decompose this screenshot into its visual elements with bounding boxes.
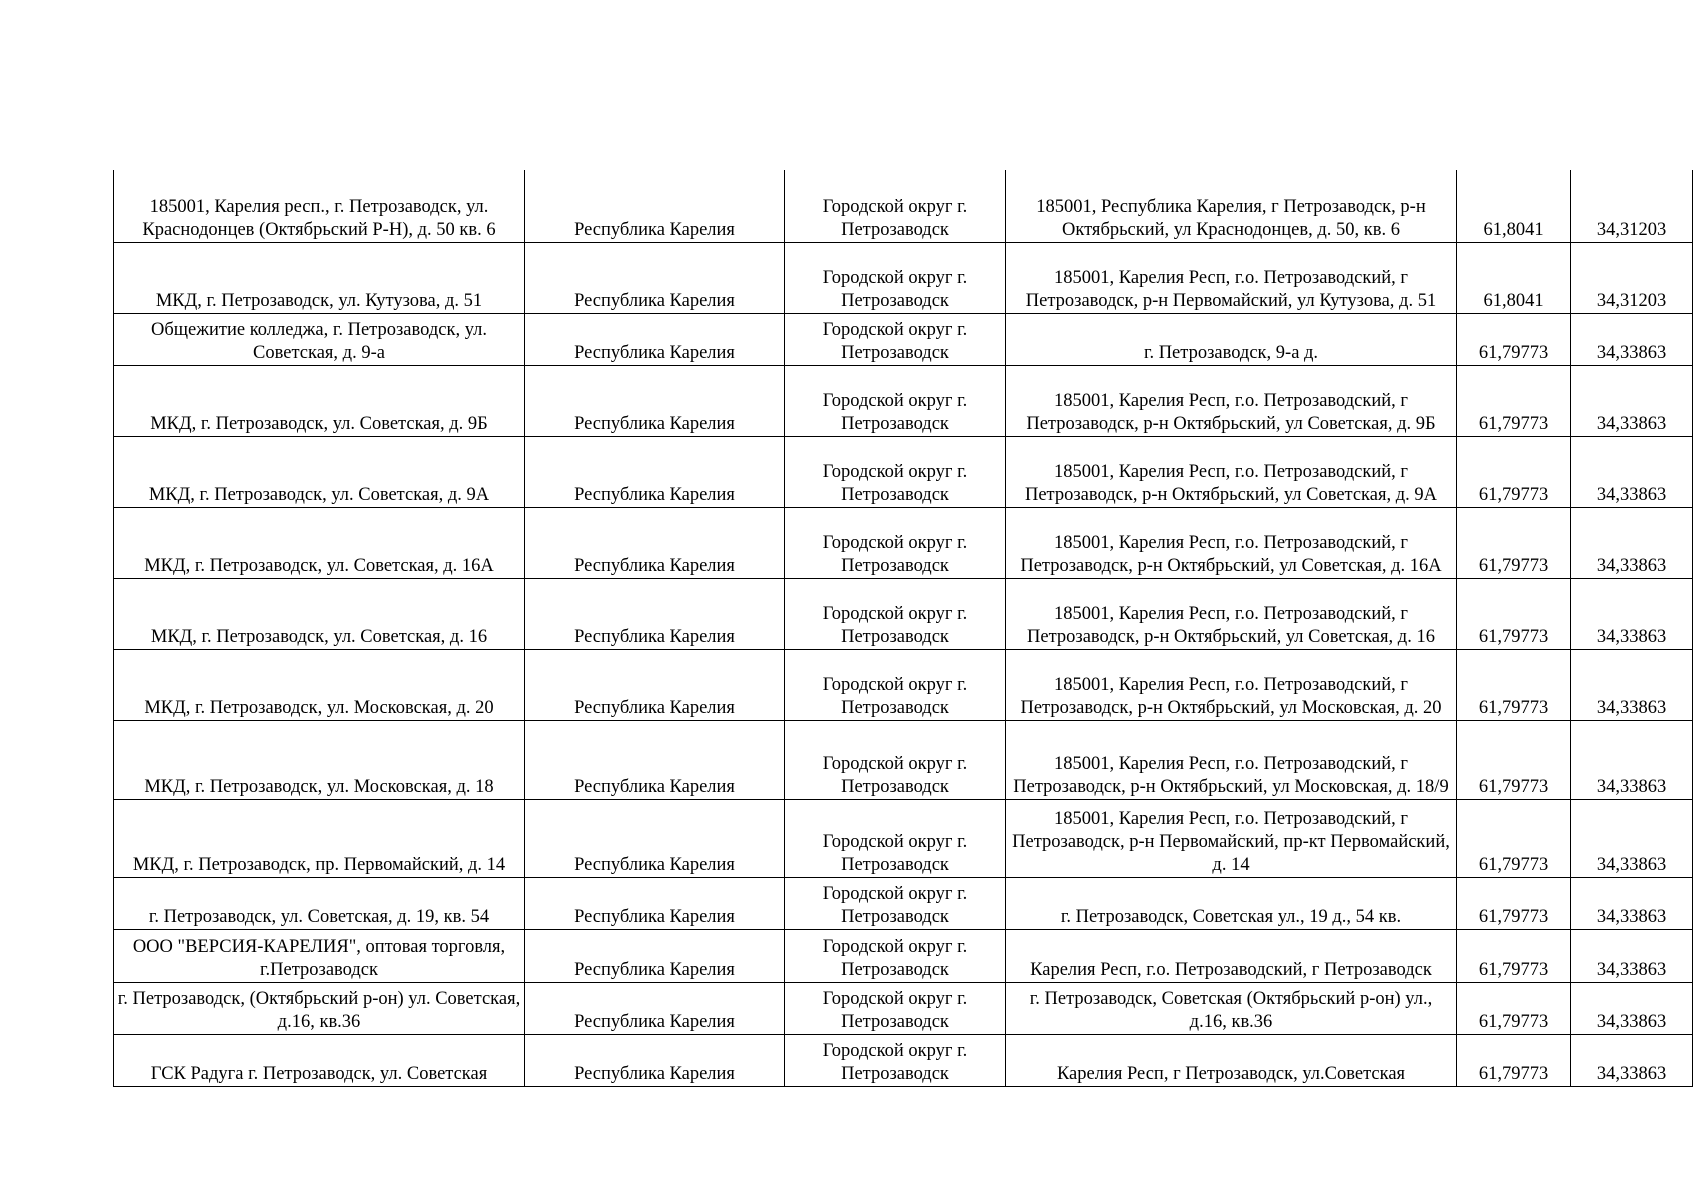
latitude-cell: 61,8041 (1457, 170, 1571, 242)
latitude-cell: 61,79773 (1457, 799, 1571, 877)
longitude-cell: 34,31203 (1571, 170, 1693, 242)
address-cell: 185001, Карелия Респ, г.о. Петрозаводский, г Петрозаводск, р-н Октябрьский, ул Советская, д. 16А (1006, 507, 1457, 578)
region-cell: Республика Карелия (525, 578, 785, 649)
longitude-cell: 34,33863 (1571, 313, 1693, 365)
district-cell: Городской округ г. Петрозаводск (785, 929, 1006, 982)
latitude-cell: 61,79773 (1457, 982, 1571, 1034)
region-cell: Республика Карелия (525, 436, 785, 507)
object-name-cell: ООО "ВЕРСИЯ-КАРЕЛИЯ", оптовая торговля, г.Петрозаводск (114, 929, 525, 982)
object-name-cell: г. Петрозаводск, ул. Советская, д. 19, кв. 54 (114, 877, 525, 929)
longitude-cell: 34,33863 (1571, 578, 1693, 649)
region-cell: Республика Карелия (525, 877, 785, 929)
object-name-cell: 185001, Карелия респ., г. Петрозаводск, ул. Краснодонцев (Октябрьский Р-Н), д. 50 кв. 6 (114, 170, 525, 242)
latitude-cell: 61,79773 (1457, 436, 1571, 507)
region-cell: Республика Карелия (525, 170, 785, 242)
district-cell: Городской округ г. Петрозаводск (785, 982, 1006, 1034)
district-cell: Городской округ г. Петрозаводск (785, 436, 1006, 507)
table-row (114, 578, 1693, 649)
region-cell: Республика Карелия (525, 720, 785, 799)
object-name-cell: МКД, г. Петрозаводск, ул. Кутузова, д. 51 (114, 242, 525, 313)
object-name-cell: МКД, г. Петрозаводск, ул. Советская, д. 16А (114, 507, 525, 578)
table-row (114, 313, 1693, 365)
address-cell: 185001, Карелия Респ, г.о. Петрозаводский, г Петрозаводск, р-н Октябрьский, ул Советская, д. 9А (1006, 436, 1457, 507)
address-cell: Карелия Респ, г.о. Петрозаводский, г Петрозаводск (1006, 929, 1457, 982)
object-name-cell: Общежитие колледжа, г. Петрозаводск, ул. Советская, д. 9-а (114, 313, 525, 365)
district-cell: Городской округ г. Петрозаводск (785, 578, 1006, 649)
longitude-cell: 34,33863 (1571, 982, 1693, 1034)
object-name-cell: ГСК Радуга г. Петрозаводск, ул. Советская (114, 1034, 525, 1086)
region-cell: Республика Карелия (525, 929, 785, 982)
latitude-cell: 61,79773 (1457, 365, 1571, 436)
address-cell: 185001, Карелия Респ, г.о. Петрозаводский, г Петрозаводск, р-н Первомайский, пр-кт Первомайский, д. 14 (1006, 799, 1457, 877)
region-cell: Республика Карелия (525, 365, 785, 436)
address-cell: г. Петрозаводск, Советская ул., 19 д., 54 кв. (1006, 877, 1457, 929)
object-name-cell: МКД, г. Петрозаводск, пр. Первомайский, д. 14 (114, 799, 525, 877)
address-cell: 185001, Карелия Респ, г.о. Петрозаводский, г Петрозаводск, р-н Октябрьский, ул Московская, д. 20 (1006, 649, 1457, 720)
table-row (114, 877, 1693, 929)
address-cell: г. Петрозаводск, 9-а д. (1006, 313, 1457, 365)
address-cell: 185001, Карелия Респ, г.о. Петрозаводский, г Петрозаводск, р-н Октябрьский, ул Советская, д. 9Б (1006, 365, 1457, 436)
region-cell: Республика Карелия (525, 1034, 785, 1086)
longitude-cell: 34,33863 (1571, 799, 1693, 877)
longitude-cell: 34,33863 (1571, 649, 1693, 720)
address-cell: г. Петрозаводск, Советская (Октябрьский р-он) ул., д.16, кв.36 (1006, 982, 1457, 1034)
object-name-cell: МКД, г. Петрозаводск, ул. Московская, д. 18 (114, 720, 525, 799)
table-row (114, 799, 1693, 877)
longitude-cell: 34,33863 (1571, 507, 1693, 578)
region-cell: Республика Карелия (525, 649, 785, 720)
district-cell: Городской округ г. Петрозаводск (785, 720, 1006, 799)
longitude-cell: 34,33863 (1571, 436, 1693, 507)
latitude-cell: 61,79773 (1457, 649, 1571, 720)
region-cell: Республика Карелия (525, 799, 785, 877)
table-row (114, 436, 1693, 507)
table-row (114, 170, 1693, 242)
table-row (114, 982, 1693, 1034)
object-name-cell: МКД, г. Петрозаводск, ул. Советская, д. 9Б (114, 365, 525, 436)
table-row (114, 720, 1693, 799)
object-name-cell: МКД, г. Петрозаводск, ул. Советская, д. 9А (114, 436, 525, 507)
object-name-cell: МКД, г. Петрозаводск, ул. Советская, д. 16 (114, 578, 525, 649)
address-cell: 185001, Карелия Респ, г.о. Петрозаводский, г Петрозаводск, р-н Первомайский, ул Кутузова, д. 51 (1006, 242, 1457, 313)
table-row (114, 929, 1693, 982)
address-cell: 185001, Республика Карелия, г Петрозаводск, р-н Октябрьский, ул Краснодонцев, д. 50, кв. 6 (1006, 170, 1457, 242)
region-cell: Республика Карелия (525, 507, 785, 578)
latitude-cell: 61,79773 (1457, 507, 1571, 578)
district-cell: Городской округ г. Петрозаводск (785, 507, 1006, 578)
latitude-cell: 61,79773 (1457, 578, 1571, 649)
latitude-cell: 61,79773 (1457, 929, 1571, 982)
longitude-cell: 34,31203 (1571, 242, 1693, 313)
latitude-cell: 61,79773 (1457, 313, 1571, 365)
district-cell: Городской округ г. Петрозаводск (785, 877, 1006, 929)
address-cell: 185001, Карелия Респ, г.о. Петрозаводский, г Петрозаводск, р-н Октябрьский, ул Советская, д. 16 (1006, 578, 1457, 649)
longitude-cell: 34,33863 (1571, 929, 1693, 982)
district-cell: Городской округ г. Петрозаводск (785, 242, 1006, 313)
region-cell: Республика Карелия (525, 982, 785, 1034)
latitude-cell: 61,79773 (1457, 1034, 1571, 1086)
table-row (114, 365, 1693, 436)
address-cell: Карелия Респ, г Петрозаводск, ул.Советская (1006, 1034, 1457, 1086)
latitude-cell: 61,79773 (1457, 720, 1571, 799)
object-name-cell: г. Петрозаводск, (Октябрьский р-он) ул. Советская, д.16, кв.36 (114, 982, 525, 1034)
document-page (113, 170, 1693, 1087)
latitude-cell: 61,79773 (1457, 877, 1571, 929)
district-cell: Городской округ г. Петрозаводск (785, 170, 1006, 242)
table-row (114, 507, 1693, 578)
district-cell: Городской округ г. Петрозаводск (785, 1034, 1006, 1086)
table-row (114, 242, 1693, 313)
longitude-cell: 34,33863 (1571, 720, 1693, 799)
table-body (114, 170, 1693, 1086)
district-cell: Городской округ г. Петрозаводск (785, 365, 1006, 436)
longitude-cell: 34,33863 (1571, 877, 1693, 929)
longitude-cell: 34,33863 (1571, 365, 1693, 436)
object-name-cell: МКД, г. Петрозаводск, ул. Московская, д. 20 (114, 649, 525, 720)
table-row (114, 1034, 1693, 1086)
region-cell: Республика Карелия (525, 242, 785, 313)
district-cell: Городской округ г. Петрозаводск (785, 649, 1006, 720)
table-row (114, 649, 1693, 720)
longitude-cell: 34,33863 (1571, 1034, 1693, 1086)
address-cell: 185001, Карелия Респ, г.о. Петрозаводский, г Петрозаводск, р-н Октябрьский, ул Московская, д. 18/9 (1006, 720, 1457, 799)
latitude-cell: 61,8041 (1457, 242, 1571, 313)
address-table (113, 170, 1693, 1087)
region-cell: Республика Карелия (525, 313, 785, 365)
district-cell: Городской округ г. Петрозаводск (785, 313, 1006, 365)
district-cell: Городской округ г. Петрозаводск (785, 799, 1006, 877)
